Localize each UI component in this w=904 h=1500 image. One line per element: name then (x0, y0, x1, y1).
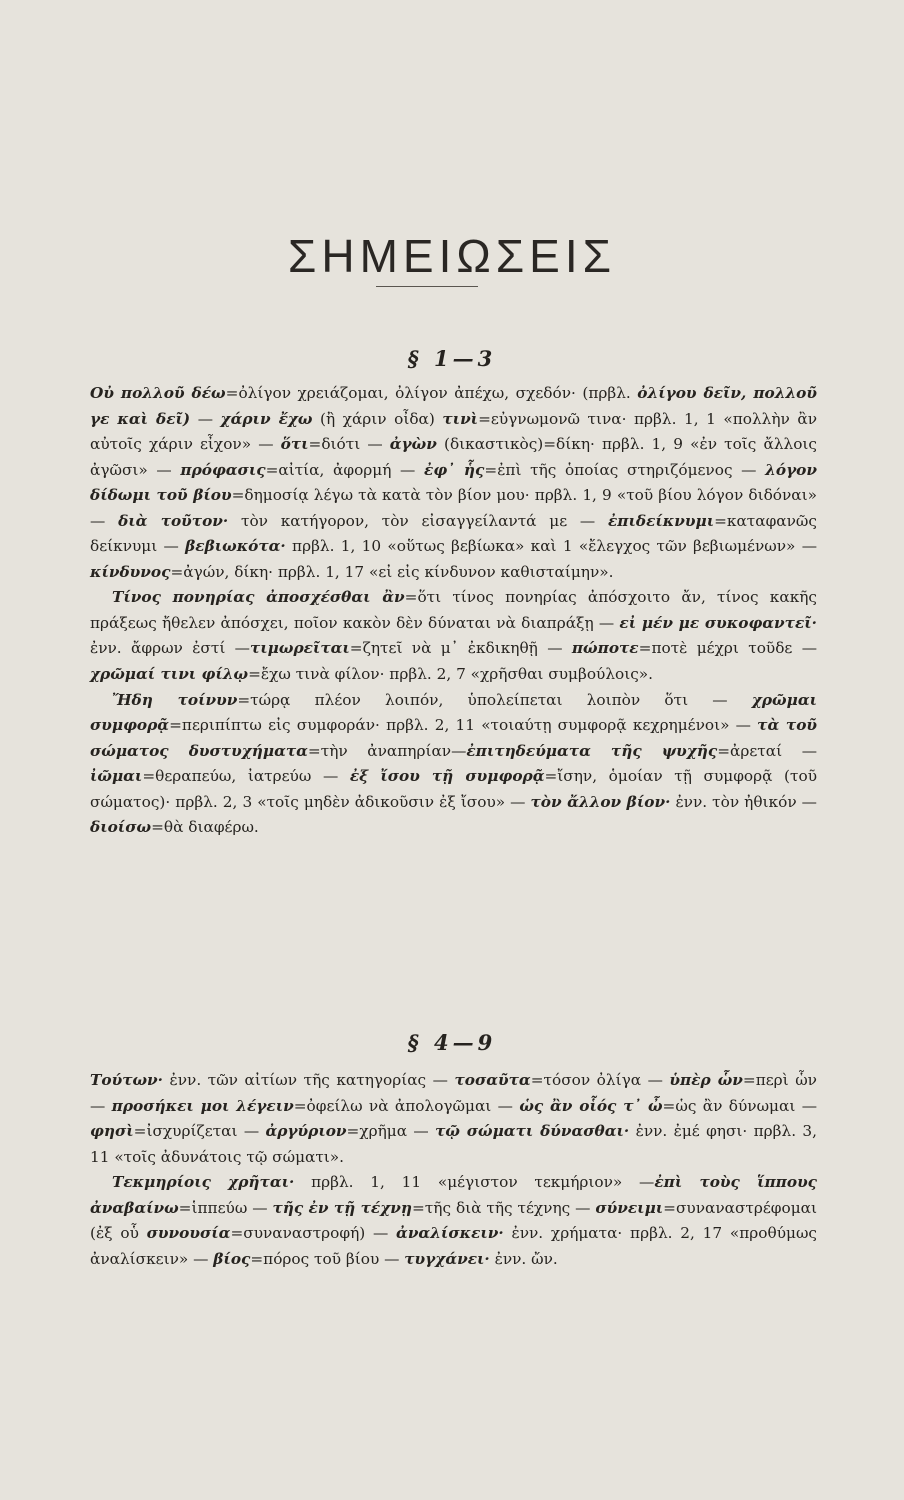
term: ἀγὼν (389, 435, 437, 454)
gloss-text: =θὰ διαφέρω. (151, 818, 259, 837)
term: προσήκει μοι λέγειν (111, 1096, 294, 1115)
gloss-text: =ποτὲ μέχρι τοῦδε — (638, 639, 817, 658)
term: ὅτι (280, 435, 309, 454)
gloss-text: πρβλ. 1, 10 «οὕτως βεβίωκα» καὶ 1 «ἔλεγχος τῶν βεβιωμένων» — (285, 537, 817, 556)
term: τῆς ἐν τῇ τέχνῃ (272, 1198, 413, 1217)
term: ἐπὶ τοὺς ἵππους ἀναβαίνω (90, 1173, 817, 1217)
gloss-text: ἐνν. χρήματα· πρβλ. 2, 17 «προθύμως ἀναλίσκειν» — (90, 1224, 817, 1268)
term: ἀναλίσκειν· (396, 1224, 504, 1243)
gloss-text: =τώρᾳ πλέον λοιπόν, ὑπολείπεται λοιπὸν ὅτι — (237, 690, 752, 709)
gloss-text: =περιπίπτω εἰς συμφοράν· πρβλ. 2, 11 «τοιαύτῃ συμφορᾷ κεχρημένοι» — (169, 716, 758, 735)
term: τιμωρεῖται (249, 639, 350, 658)
term: χρῶμαί τινι φίλῳ (90, 665, 249, 684)
gloss-text: =ἴσην, ὁμοίαν τῇ συμφορᾷ (τοῦ σώματος)· πρβλ. 2, 3 «τοῖς μηδὲν ἀδικοῦσιν ἐξ ἴσου» — (90, 767, 817, 811)
section-1-body (90, 381, 817, 841)
term: Τίνος πονηρίας ἀποσχέσθαι ἂν (112, 588, 405, 607)
section-1 (0, 346, 904, 371)
note-paragraph (90, 688, 817, 841)
term: ἐπιδείκνυμι (608, 511, 715, 530)
term: τοσαῦτα (454, 1071, 531, 1089)
gloss-text: =ἀρεταί — (717, 741, 817, 760)
gloss-text: ἐνν. τῶν αἰτίων τῆς κατηγορίας — (163, 1071, 455, 1089)
term: κίνδυνος (90, 562, 171, 581)
term: Τούτων· (90, 1071, 163, 1089)
term: πώποτε (571, 639, 639, 658)
term: ὑπὲρ ὧν (669, 1071, 743, 1089)
section-2 (0, 1030, 904, 1055)
note-paragraph (90, 1068, 817, 1170)
term: βίος (213, 1249, 251, 1268)
note-paragraph (90, 1170, 817, 1272)
gloss-text: =ζητεῖ νὰ μ᾿ ἐκδικηθῇ — (349, 639, 572, 658)
gloss-text: ἐνν. τὸν ἠθικόν — (670, 792, 817, 811)
gloss-text: (ἢ χάριν οἶδα) (312, 409, 443, 428)
term: χρῶμαι συμφορᾷ (90, 690, 817, 735)
gloss-text: =ἐπὶ τῆς ὁποίας στηριζόμενος — (484, 460, 766, 479)
gloss-text: =συναναστροφή) — (230, 1224, 397, 1243)
gloss-text: =ἀγών, δίκη· πρβλ. 1, 17 «εἰ εἰς κίνδυνον καθισταίμην». (170, 562, 614, 581)
term: ἐξ ἴσου τῇ συμφορᾷ (349, 767, 545, 786)
note-paragraph (90, 381, 817, 585)
gloss-text: =ἔχω τινὰ φίλον· πρβλ. 2, 7 «χρῆσθαι συμβούλοις». (248, 665, 654, 684)
gloss-text: =ὀλίγον χρειάζομαι, ὀλίγον ἀπέχω, σχεδόν· (πρβλ. (225, 384, 638, 402)
term: λόγον δίδωμι τοῦ βίου (90, 460, 817, 505)
term: συνουσία (146, 1224, 231, 1243)
gloss-text: =καταφανῶς δείκνυμι — (90, 511, 817, 556)
gloss-text: =ἰσχυρίζεται — (133, 1122, 266, 1141)
term: τῷ σώματι δύνασθαι· (435, 1122, 630, 1141)
term: ἐφ᾿ ἧς (424, 460, 485, 479)
gloss-text: =πόρος τοῦ βίου — (250, 1249, 405, 1268)
gloss-text: =θεραπεύω, ἰατρεύω — (142, 767, 350, 786)
term: Ἤδη τοίνυν (112, 690, 238, 709)
gloss-text: ἐνν. ἐμέ φησι· πρβλ. 3, 11 «τοῖς ἀδυνάτοις τῷ σώματι». (90, 1122, 817, 1166)
gloss-text: =αἰτία, ἀφορμή — (265, 460, 425, 479)
term: σύνειμι (595, 1198, 664, 1217)
gloss-text: =περὶ ὧν — (90, 1071, 817, 1115)
term: βεβιωκότα· (185, 537, 286, 556)
gloss-text: τὸν κατήγορον, τὸν εἰσαγγείλαντά με — (228, 511, 608, 530)
term: Τεκμηρίοις χρῆται· (112, 1173, 295, 1192)
gloss-text: =εὐγνωμονῶ τινα· πρβλ. 1, 1 «πολλὴν ἂν αὐτοῖς χάριν εἶχον» — (90, 409, 817, 454)
gloss-text: =τῆς διὰ τῆς τέχνης — (412, 1198, 596, 1217)
gloss-text: =ὅτι τίνος πονηρίας ἀπόσχοιτο ἄν, τίνος κακῆς πράξεως ἤθελεν ἀπόσχει, ποῖον κακὸν δὲν δύναται νὰ διαπράξῃ — (90, 588, 817, 632)
gloss-text: ἐνν. ὤν. (489, 1249, 558, 1268)
gloss-text: =τόσον ὀλίγα — (530, 1071, 670, 1089)
term: ὀλίγου δεῖν, πολλοῦ γε καὶ δεῖ) (90, 384, 817, 428)
gloss-text: =ὡς ἂν δύνωμαι — (662, 1096, 817, 1115)
gloss-text: =ὀφείλω νὰ ἀπολογῶμαι — (293, 1096, 520, 1115)
term: ἀργύριον (265, 1122, 347, 1141)
term: τινὶ (442, 409, 479, 428)
gloss-text: =διότι — (308, 435, 390, 454)
gloss-text: =τὴν ἀναπηρίαν— (307, 741, 467, 760)
gloss-text: =ἱππεύω — (178, 1198, 273, 1217)
section-heading: § 4—9 (407, 1030, 497, 1055)
term: τυγχάνει· (404, 1249, 490, 1268)
term: πρόφασις (180, 460, 266, 479)
gloss-text: =δημοσίᾳ λέγω τὰ κατὰ τὸν βίον μου· πρβλ. 1, 9 «τοῦ βίου λόγον διδόναι» — (90, 486, 817, 530)
note-paragraph (90, 585, 817, 687)
term: τὰ τοῦ σώματος δυστυχήματα (90, 716, 818, 760)
term: διοίσω (90, 818, 152, 837)
term: Οὐ πολλοῦ δέω (90, 384, 226, 402)
term: χάριν ἔχω (220, 409, 313, 428)
gloss-text: — (190, 409, 221, 428)
gloss-text: (δικαστικὸς)=δίκη· πρβλ. 1, 9 «ἐν τοῖς ἄλλοις ἀγῶσι» — (90, 435, 817, 479)
term: ἐπιτηδεύματα τῆς ψυχῆς (466, 741, 718, 760)
term: τὸν ἄλλον βίον· (530, 792, 671, 811)
title-divider (376, 286, 478, 287)
section-2-body (90, 1068, 817, 1272)
term: διὰ τοῦτον· (118, 511, 229, 530)
gloss-text: =χρῆμα — (346, 1122, 436, 1141)
term: εἰ μέν με συκοφαντεῖ· (619, 613, 817, 632)
gloss-text: ἐνν. ἄφρων ἐστί — (90, 639, 250, 658)
term: ἰῶμαι (90, 767, 143, 786)
gloss-text: =συναναστρέφομαι (ἐξ οὗ (90, 1198, 817, 1243)
gloss-text: πρβλ. 1, 11 «μέγιστον τεκμήριον» — (294, 1173, 655, 1192)
section-heading: § 1—3 (407, 346, 497, 371)
term: ὡς ἂν οἷός τ᾿ ὦ (519, 1096, 663, 1115)
term: φησὶ (90, 1122, 134, 1141)
page-title: ΣΗΜΕΙΩΣΕΙΣ (287, 229, 617, 282)
